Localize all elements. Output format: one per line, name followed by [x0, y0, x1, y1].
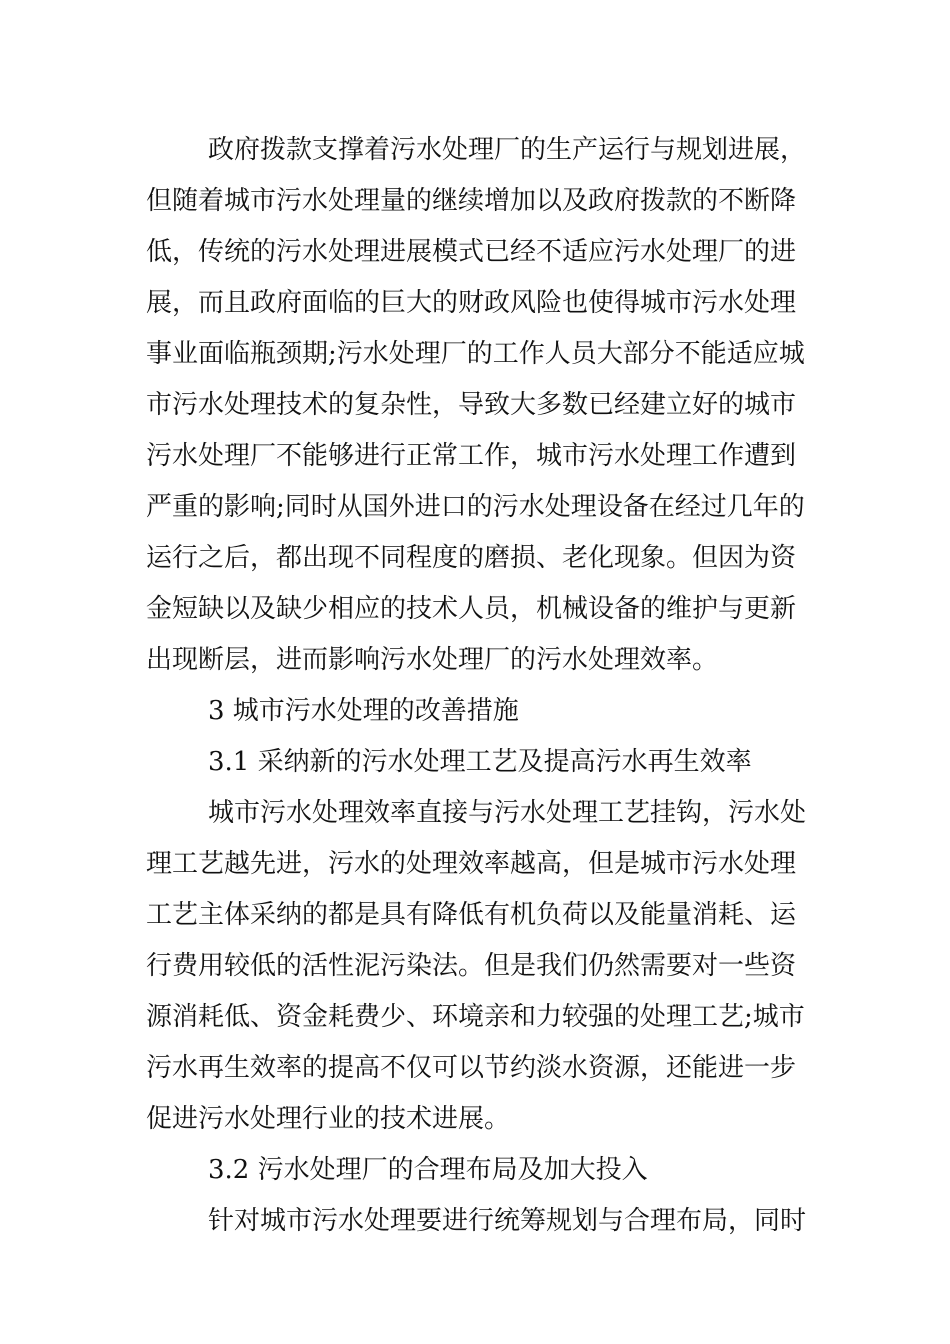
- text-line: 出现断层，进而影响污水处理厂的污水处理效率。: [146, 645, 719, 675]
- text-line: 污水处理厂不能够进行正常工作，城市污水处理工作遭到: [146, 441, 797, 471]
- text-line: 但随着城市污水处理量的继续增加以及政府拨款的不断降: [146, 186, 797, 216]
- text-line: 低，传统的污水处理进展模式已经不适应污水处理厂的进: [146, 237, 797, 267]
- text-line: 源消耗低、资金耗费少、环境亲和力较强的处理工艺;城市: [146, 1002, 805, 1032]
- text-line: 市污水处理技术的复杂性，导致大多数已经建立好的城市: [146, 390, 797, 420]
- subsection-heading: 3.1 采纳新的污水处理工艺及提高污水再生效率: [208, 747, 752, 777]
- subsection-heading: 3.2 污水处理厂的合理布局及加大投入: [208, 1155, 648, 1185]
- text-line: 展，而且政府面临的巨大的财政风险也使得城市污水处理: [146, 288, 797, 318]
- text-line: 事业面临瓶颈期;污水处理厂的工作人员大部分不能适应城: [146, 339, 805, 369]
- text-line: 城市污水处理效率直接与污水处理工艺挂钩，污水处: [208, 798, 807, 828]
- section-heading: 3 城市污水处理的改善措施: [208, 696, 519, 726]
- text-line: 针对城市污水处理要进行统筹规划与合理布局，同时: [208, 1206, 807, 1236]
- text-line: 理工艺越先进，污水的处理效率越高，但是城市污水处理: [146, 849, 797, 879]
- text-line: 工艺主体采纳的都是具有降低有机负荷以及能量消耗、运: [146, 900, 797, 930]
- text-line: 政府拨款支撑着污水处理厂的生产运行与规划进展，: [208, 135, 807, 165]
- text-line: 金短缺以及缺少相应的技术人员，机械设备的维护与更新: [146, 594, 797, 624]
- text-line: 促进污水处理行业的技术进展。: [146, 1104, 511, 1134]
- text-line: 严重的影响;同时从国外进口的污水处理设备在经过几年的: [146, 492, 805, 522]
- text-line: 污水再生效率的提高不仅可以节约淡水资源，还能进一步: [146, 1053, 797, 1083]
- text-line: 运行之后，都出现不同程度的磨损、老化现象。但因为资: [146, 543, 797, 573]
- text-line: 行费用较低的活性泥污染法。但是我们仍然需要对一些资: [146, 951, 797, 981]
